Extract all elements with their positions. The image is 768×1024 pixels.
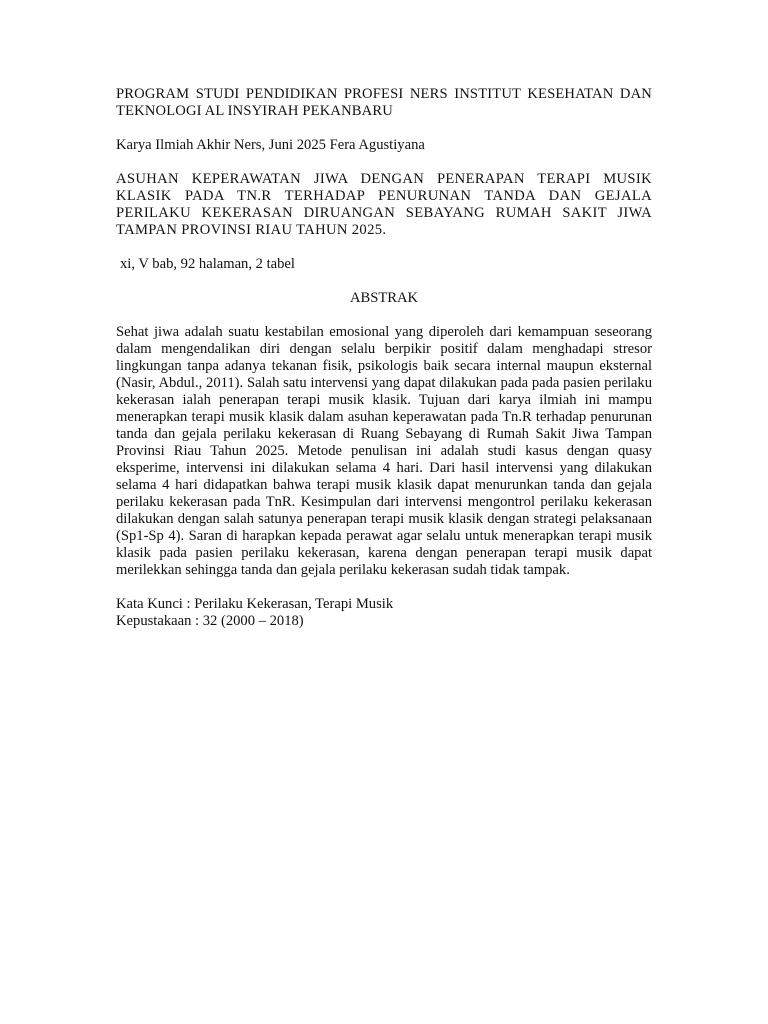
keywords-line: Kata Kunci : Perilaku Kekerasan, Terapi Musik: [116, 596, 394, 612]
document-page: [116, 86, 652, 630]
abstract-heading: ABSTRAK: [349, 290, 419, 306]
thesis-title: ASUHAN KEPERAWATAN JIWA DENGAN PENERAPAN TERAPI MUSIK KLASIK PADA TN.R TERHADAP PENURUNAN TANDA DAN GEJALA PERILAKU KEKERASAN DIRUANGAN SEBAYANG RUMAH SAKIT JIWA TAMPAN PROVINSI RIAU TAHUN 2025.: [116, 171, 652, 238]
study-program-header: PROGRAM STUDI PENDIDIKAN PROFESI NERS INSTITUT KESEHATAN DAN TEKNOLOGI AL INSYIRAH PEKANBARU: [116, 86, 652, 119]
abstract-body: Sehat jiwa adalah suatu kestabilan emosional yang diperoleh dari kemampuan seseorang dalam mengendalikan diri dengan selalu berpikir positif dalam menghadapi stresor lingkungan tanpa adanya tekanan fisik, psikologis baik secara internal maupun eksternal (Nasir, Abdul., 2011). Salah satu intervensi yang dapat dilakukan pada pada pasien perilaku kekerasan ialah penerapan terapi musik klasik. Tujuan dari karya ilmiah ini mampu menerapkan terapi musik klasik dalam asuhan keperawatan pada Tn.R terhadap penurunan tanda dan gejala perilaku kekerasan di Ruang Sebayang di Rumah Sakit Jiwa Tampan Provinsi Riau Tahun 2025. Metode penulisan ini adalah studi kasus dengan quasy eksperime, intervensi ini dilakukan selama 4 hari. Dari hasil intervensi yang dilakukan selama 4 hari didapatkan bahwa terapi musik klasik dapat menurunkan tanda dan gejala perilaku kekerasan pada TnR. Kesimpulan dari intervensi mengontrol perilaku kekerasan dilakukan dengan salah satunya penerapan terapi musik klasik dengan strategi pelaksanaan (Sp1-Sp 4). Saran di harapkan kepada perawat agar selalu untuk menerapkan terapi musik klasik pada pasien perilaku kekerasan, karena dengan penerapan terapi musik dapat merilekkan sehingga tanda dan gejala perilaku kekerasan sudah tidak tampak.: [116, 324, 652, 578]
page-count-info: xi, V bab, 92 halaman, 2 tabel: [120, 256, 295, 272]
author-line: Karya Ilmiah Akhir Ners, Juni 2025 Fera Agustiyana: [116, 137, 425, 153]
references-line: Kepustakaan : 32 (2000 – 2018): [116, 613, 304, 629]
